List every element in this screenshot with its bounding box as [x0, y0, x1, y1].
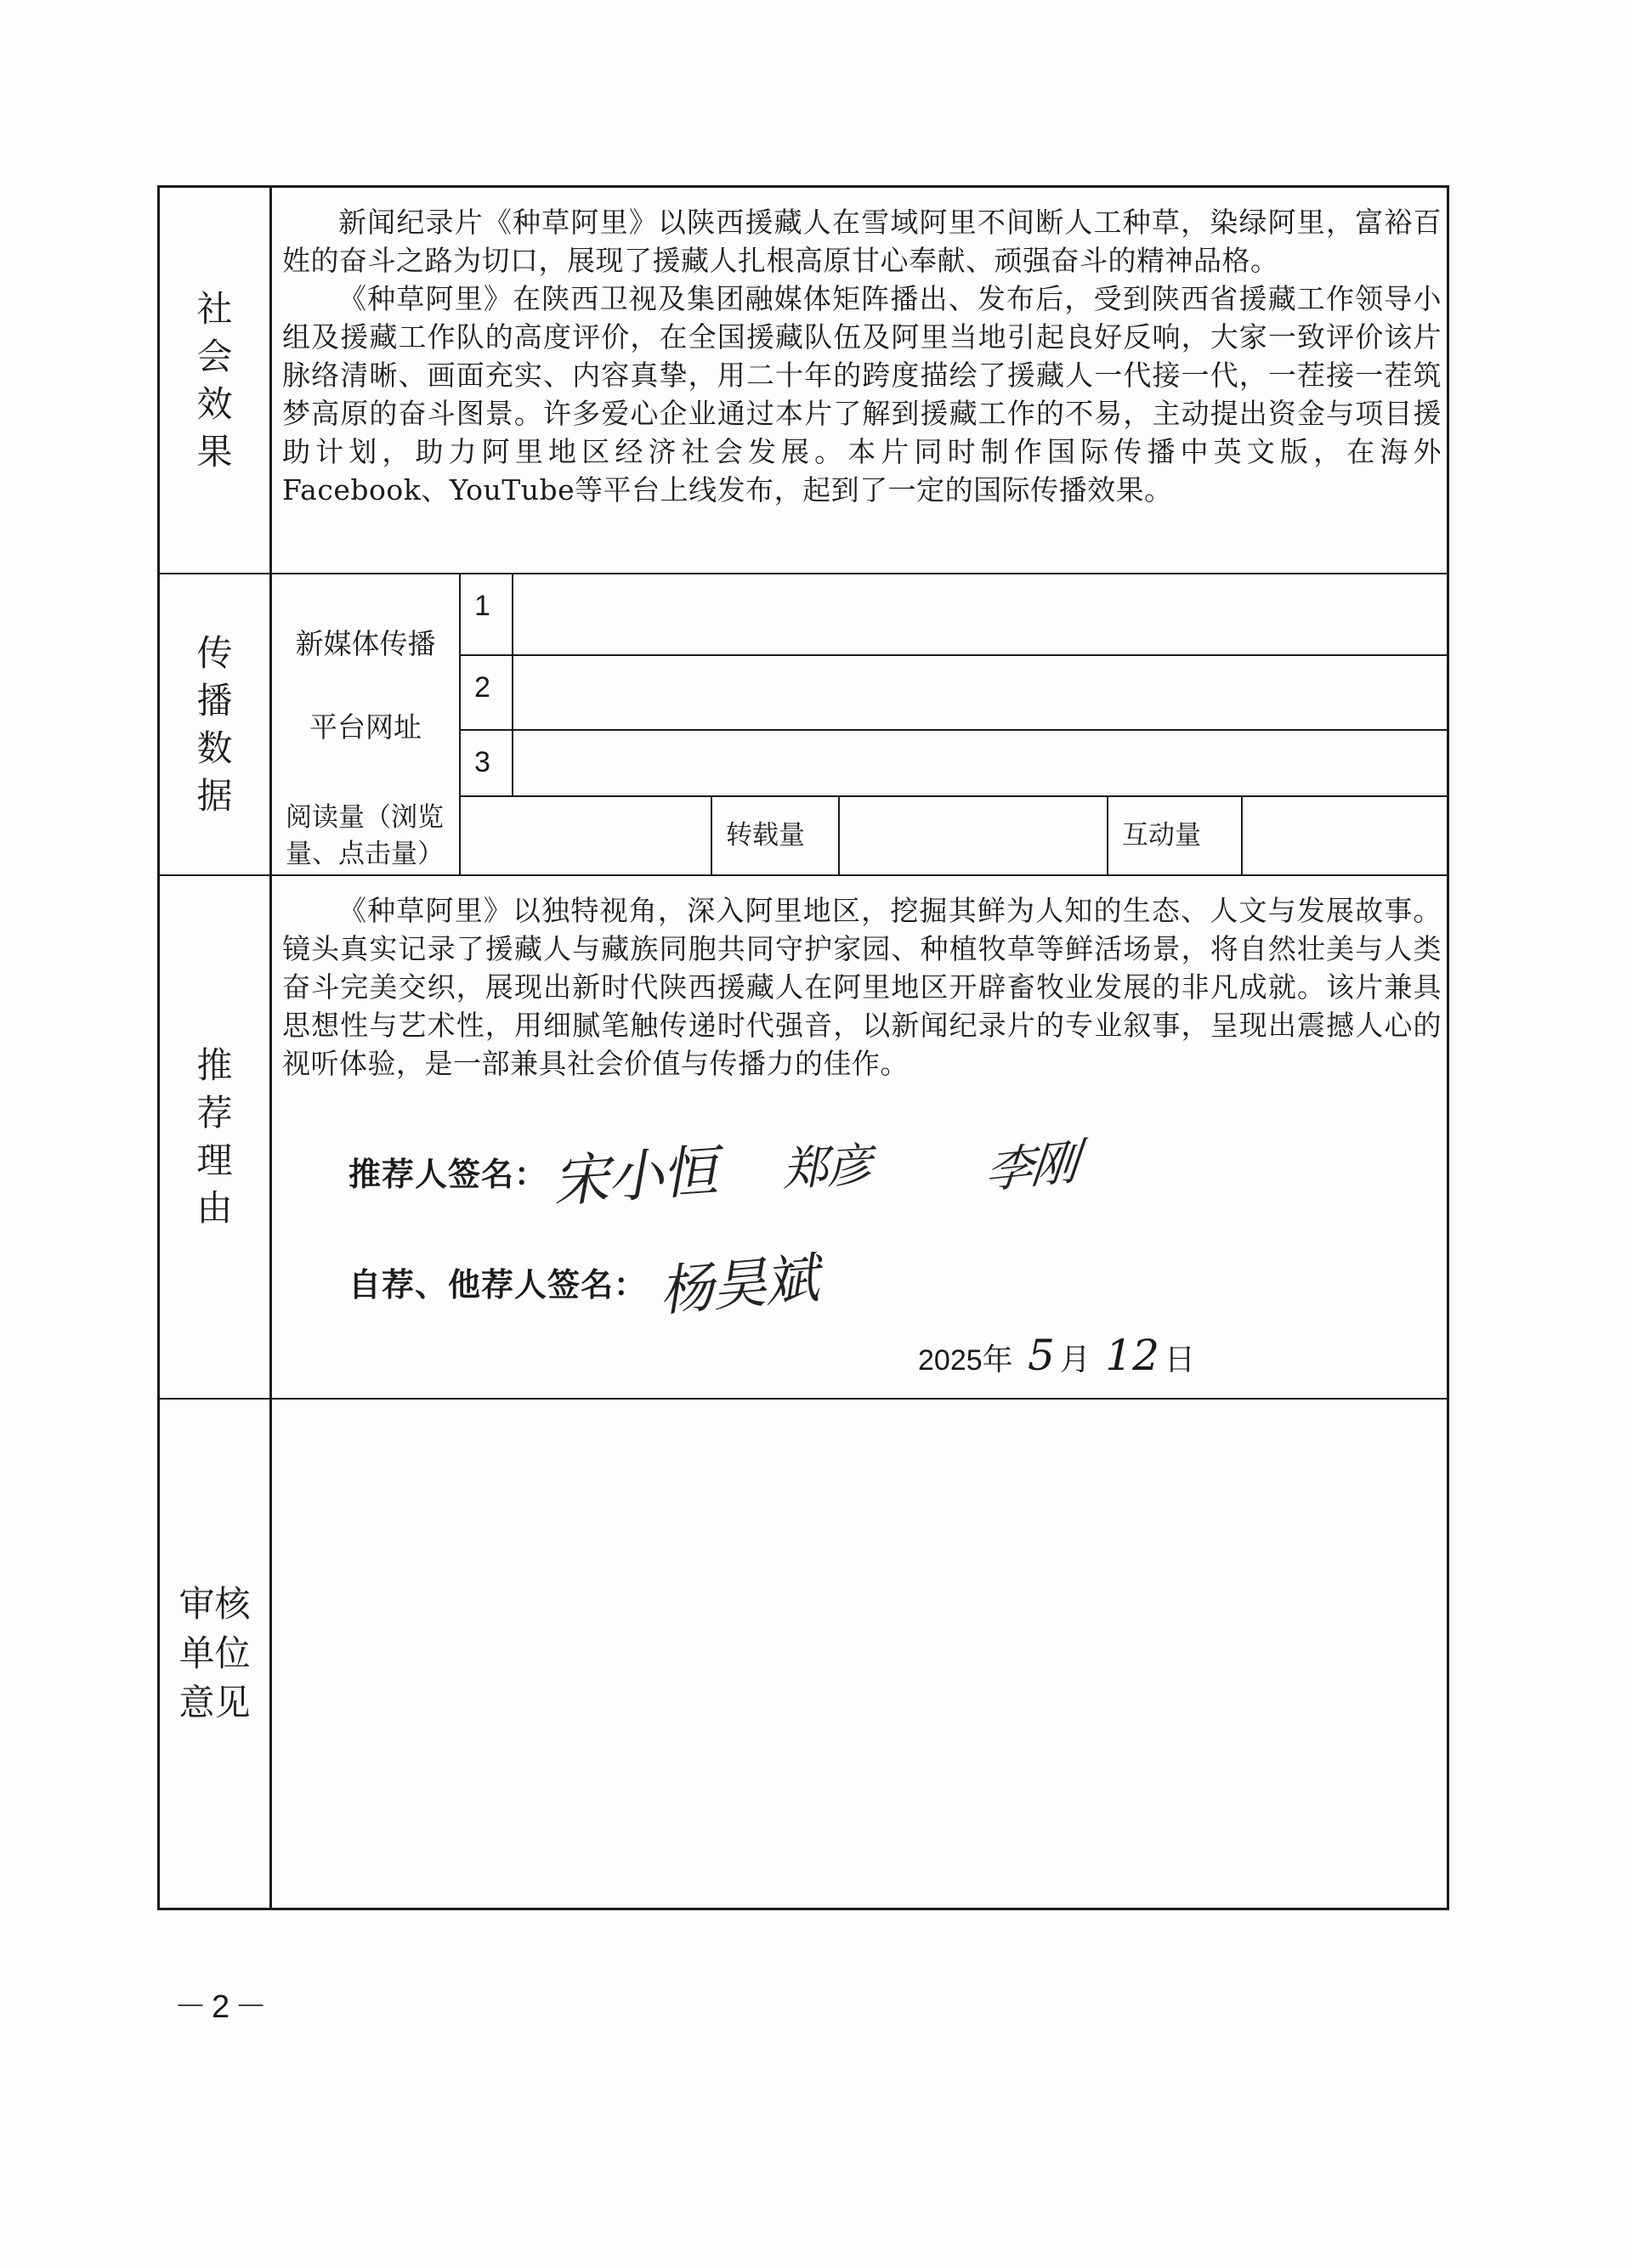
interactions-label-cell	[1108, 797, 1243, 874]
interactions-value-cell[interactable]	[1243, 797, 1447, 874]
spread-data-label: 传播数据	[196, 631, 233, 817]
platform-url-label-line-2: 平台网址	[309, 710, 422, 744]
social-effect-row	[160, 188, 1447, 574]
date-day: 12	[1105, 1331, 1160, 1380]
reads-value-cell[interactable]	[461, 797, 712, 874]
date-month: 5	[1028, 1331, 1055, 1380]
page-number: －2－	[174, 1989, 273, 2025]
review-label-cell	[160, 1400, 272, 1908]
reposts-label: 转载量	[726, 820, 805, 851]
social-effect-paragraph-1: 新闻纪录片《种草阿里》以陕西援藏人在雪域阿里不间断人工种草，染绿阿里，富裕百姓的奋斗之路为切口，展现了援藏人扎根高原甘心奉献、顽强奋斗的精神品格。	[282, 206, 1442, 277]
url-row-number: 3	[461, 731, 513, 795]
reason-label-cell	[160, 876, 272, 1398]
spread-stats-row	[272, 797, 1447, 874]
self-signature-label: 自荐、他荐人签名：	[348, 1265, 648, 1304]
reposts-label-cell	[712, 797, 840, 874]
url-row-3	[461, 731, 1447, 797]
recommender-signature-label: 推荐人签名：	[348, 1155, 548, 1193]
url-row-number: 2	[461, 656, 513, 729]
review-content[interactable]	[272, 1400, 1447, 1908]
social-effect-content	[272, 188, 1447, 573]
url-field-1[interactable]	[513, 574, 1447, 654]
reason-content	[272, 876, 1447, 1398]
self-signature: 杨昊斌	[656, 1247, 820, 1324]
url-row-1	[461, 574, 1447, 656]
recommendation-reason-row	[160, 876, 1447, 1400]
signing-date	[918, 1331, 1195, 1380]
reads-label: 阅读量（浏览量、点击量）	[286, 801, 444, 869]
date-day-char: 日	[1164, 1343, 1196, 1377]
social-effect-paragraph-2: 《种草阿里》在陕西卫视及集团融媒体矩阵播出、发布后，受到陕西省援藏工作领导小组及援藏工作队的高度评价，在全国援藏队伍及阿里当地引起良好反响，大家一致评价该片脉络清晰、画面充实、内容真挚，用二十年的跨度描绘了援藏人一代接一代，一茬接一茬筑梦高原的奋斗图景。许多爱心企业通过本片了解到援藏工作的不易，主动提出资金与项目援助计划，助力阿里地区经济社会发展。本片同时制作国际传播中英文版，在海外Facebook、YouTube等平台上线发布，起到了一定的国际传播效果。	[282, 282, 1442, 506]
url-field-3[interactable]	[513, 731, 1447, 795]
review-label: 审核单位意见	[178, 1583, 251, 1723]
reason-paragraph: 《种草阿里》以独特视角，深入阿里地区，挖掘其鲜为人知的生态、人文与发展故事。镜头真实记录了援藏人与藏族同胞共同守护家园、种植牧草等鲜活场景，将自然壮美与人类奋斗完美交织，展现出新时代陕西援藏人在阿里地区开辟畜牧业发展的非凡成就。该片兼具思想性与艺术性，用细腻笔触传递时代强音，以新闻纪录片的专业叙事，呈现出震撼人心的视听体验，是一部兼具社会价值与传播力的佳作。	[282, 894, 1442, 1080]
recommender-signature-3: 李刚	[983, 1134, 1080, 1201]
platform-url-label-line-1: 新媒体传播	[295, 627, 436, 660]
url-row-number: 1	[461, 574, 513, 654]
recommender-signature-1: 宋小恒	[550, 1138, 718, 1215]
social-effect-label-cell	[160, 188, 272, 573]
url-row-2	[461, 656, 1447, 731]
interactions-label: 互动量	[1122, 820, 1201, 851]
social-effect-label: 社会效果	[196, 287, 233, 472]
spread-data-label-cell	[160, 574, 272, 874]
reads-label-cell	[272, 797, 461, 874]
spread-data-grid	[272, 574, 1447, 874]
reposts-value-cell[interactable]	[840, 797, 1108, 874]
date-year: 2025	[918, 1344, 983, 1377]
spread-data-row	[160, 574, 1447, 876]
recommender-signature-2: 郑彦	[780, 1138, 872, 1196]
platform-url-label	[272, 574, 461, 797]
recommendation-form-table	[157, 185, 1449, 1910]
reason-label: 推荐理由	[196, 1044, 233, 1229]
date-year-char: 年	[982, 1343, 1013, 1377]
review-opinion-row	[160, 1400, 1447, 1908]
url-field-2[interactable]	[513, 656, 1447, 729]
spread-data-content	[272, 574, 1447, 874]
date-month-char: 月	[1059, 1343, 1091, 1377]
